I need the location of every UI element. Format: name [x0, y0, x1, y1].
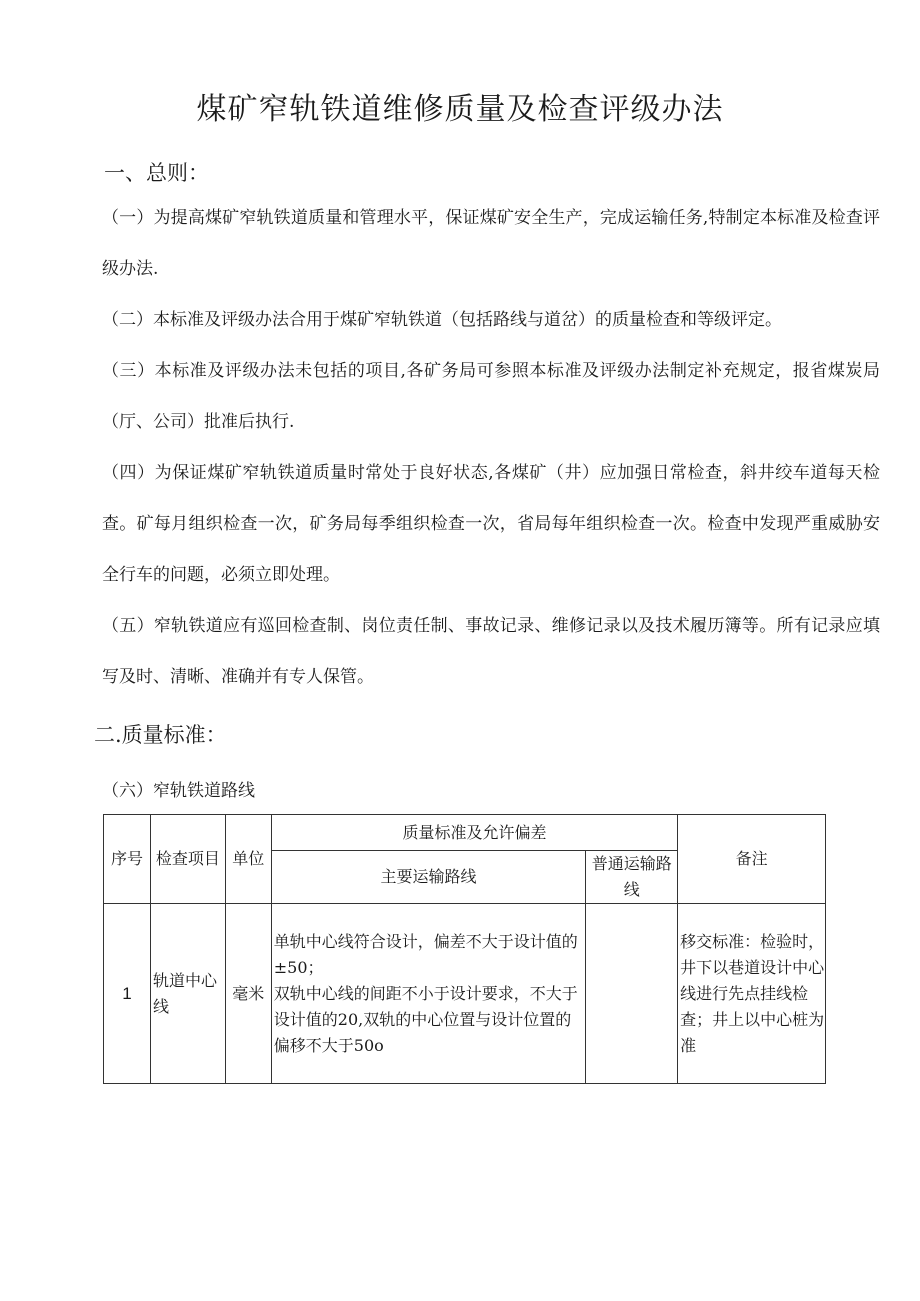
- header-item: 检查项目: [150, 815, 225, 904]
- header-normal-line: 普通运输路线: [586, 851, 678, 904]
- main-line-double-rail: 双轨中心线的间距不小于设计要求，不大于设计值的20,双轨的中心位置与设计位置的偏移不大于50o: [273, 983, 578, 1055]
- cell-unit: 毫米: [225, 904, 271, 1084]
- cell-normal-line: [586, 904, 678, 1084]
- quality-table: [103, 814, 826, 1084]
- document-title: 煤矿窄轨铁道维修质量及检查评级办法: [196, 92, 724, 127]
- cell-remark: 移交标准：检验时，井下以巷道设计中心线进行先点挂线检查；井上以中心桩为准: [678, 904, 826, 1084]
- cell-seq: 1: [104, 904, 151, 1084]
- cell-item: 轨道中心线: [150, 904, 225, 1084]
- header-main-line: 主要运输路线: [271, 851, 586, 904]
- main-line-single-rail: 单轨中心线符合设计，偏差不大于设计值的±50；: [273, 931, 578, 977]
- subsection-heading: （六）窄轨铁道路线: [102, 781, 255, 801]
- header-unit: 单位: [225, 815, 271, 904]
- paragraph-1: （一）为提高煤矿窄轨铁道质量和管理水平，保证煤矿安全生产，完成运输任务,特制定本标准及检查评级办法.: [102, 208, 880, 279]
- paragraph-4: （四）为保证煤矿窄轨铁道质量时常处于良好状态,各煤矿（井）应加强日常检查，斜井绞车道每天检查。矿每月组织检查一次，矿务局每季组织检查一次，省局每年组织检查一次。检查中发现严重威胁安全行车的问题，必须立即处理。: [102, 463, 880, 585]
- header-seq: 序号: [104, 815, 151, 904]
- cell-main-line: [271, 904, 586, 1084]
- section-heading-quality: 二.质量标准：: [94, 723, 227, 747]
- paragraph-2: （二）本标准及评级办法合用于煤矿窄轨铁道（包括路线与道岔）的质量检查和等级评定。: [102, 310, 782, 330]
- section-heading-general: 一、总则：: [104, 161, 209, 185]
- header-standard: 质量标准及允许偏差: [271, 815, 677, 851]
- table-row: [104, 904, 826, 1084]
- paragraph-5: （五）窄轨铁道应有巡回检查制、岗位责任制、事故记录、维修记录以及技术履历簿等。所有记录应填写及时、清晰、准确并有专人保管。: [102, 616, 880, 687]
- header-remark: 备注: [678, 815, 826, 904]
- paragraph-3: （三）本标准及评级办法未包括的项目,各矿务局可参照本标准及评级办法制定补充规定，报省煤炭局（厅、公司）批准后执行.: [102, 361, 880, 432]
